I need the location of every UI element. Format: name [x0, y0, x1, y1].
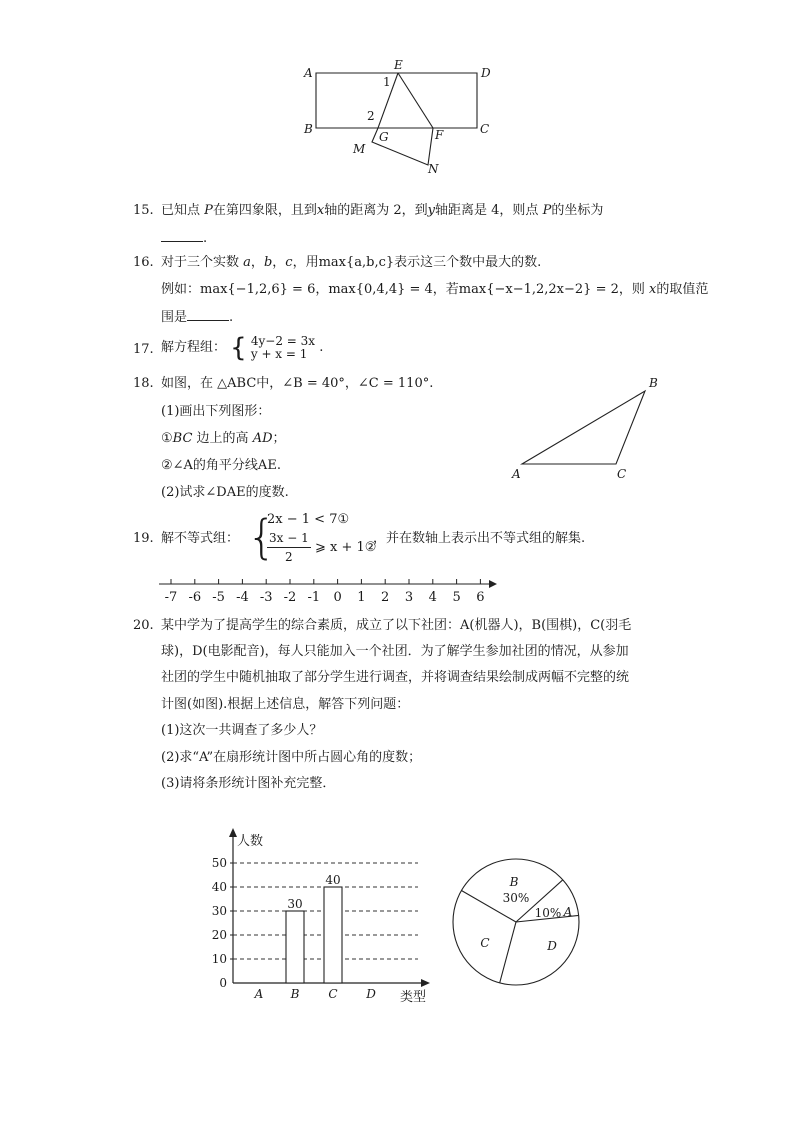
- q15-text-b: 在第四象限，且到: [212, 203, 317, 218]
- bar-category-label: D: [366, 987, 376, 1001]
- fold-rectangle-figure: [290, 55, 510, 180]
- number-line-tick-label: -4: [236, 590, 249, 604]
- q17-tail: .: [319, 340, 324, 355]
- q17-system: [251, 335, 315, 361]
- bar-data-label: 30: [287, 897, 303, 911]
- bar-y-label: 人数: [237, 834, 264, 849]
- q16-sep1: ，: [250, 255, 264, 270]
- q16-answer-blank[interactable]: [187, 308, 229, 321]
- angle-1: 1: [383, 75, 391, 89]
- pie-slice-percent-B: 30%: [502, 891, 530, 905]
- q18-line3: [161, 431, 286, 447]
- q15-text-e: 的坐标为: [551, 203, 604, 218]
- q15-text-d: 轴距离是 4，则点: [435, 203, 539, 218]
- pie-slice-name-C: C: [480, 936, 490, 950]
- q15-tail: .: [203, 231, 208, 246]
- q16-sep2: ，: [272, 255, 286, 270]
- bar-y-tick-label: 20: [211, 928, 227, 942]
- q17-line: [161, 334, 323, 364]
- q15-text-a: 已知点: [161, 203, 201, 218]
- q15-var-p2: P: [542, 203, 552, 218]
- q15-var-x: x: [316, 203, 325, 218]
- bar-y-tick-label: 40: [211, 880, 227, 894]
- q16-line2: [161, 282, 708, 298]
- q16-var-a: a: [243, 255, 251, 270]
- q19-frac-bar: [267, 547, 311, 548]
- label-E: E: [394, 58, 403, 72]
- bar-x-arrow: [421, 979, 430, 987]
- number-line-tick-label: -2: [283, 590, 297, 604]
- label-D: D: [481, 66, 491, 80]
- number-line-tick-label: -1: [307, 590, 321, 604]
- label-B: B: [304, 122, 313, 136]
- bar-y-tick-label: 0: [219, 976, 227, 990]
- q20-number: 20.: [133, 618, 154, 633]
- q16-text-b: ，用max{a,b,c}表示这三个数中最大的数.: [292, 255, 542, 270]
- q16-line3: [161, 308, 233, 326]
- q19-ineq1: 2x − 1 < 7①: [267, 512, 350, 527]
- bar-category-label: B: [290, 987, 300, 1001]
- q17-brace: {: [230, 333, 247, 363]
- q16-var-c: c: [285, 255, 293, 270]
- bar-C: [324, 887, 342, 983]
- bar-y-tick-label: 10: [211, 952, 227, 966]
- pie-slice-percent-A: 10%: [534, 906, 562, 920]
- q20-line3: 社团的学生中随机抽取了部分学生进行调查，并将调查结果绘制成两幅不完整的统: [161, 670, 630, 685]
- q20-line7: (3)请将条形统计图补充完整．: [161, 776, 336, 791]
- bar-B: [286, 911, 304, 983]
- q18-line3-bc: BC: [172, 431, 193, 446]
- q16-line3-a: 围是: [161, 310, 188, 325]
- q19-ineq2-den: 2: [285, 550, 293, 564]
- q18-line3-a: ①: [161, 431, 173, 446]
- q16-line3-tail: .: [229, 310, 234, 325]
- q17-number: 17.: [133, 342, 154, 357]
- bar-x-label: 类型: [400, 990, 427, 1005]
- q16-text-a: 对于三个实数: [161, 255, 240, 270]
- q16-line2-x: x: [649, 282, 657, 297]
- pie-slice-name-B: B: [509, 875, 519, 889]
- number-line-tick-label: 1: [357, 590, 366, 604]
- bar-category-label: A: [254, 987, 264, 1001]
- pie-slice-name-A: A: [563, 905, 573, 919]
- pie-slice-name-D: D: [547, 939, 557, 953]
- q19-ineq2-num: 3x − 1: [269, 531, 309, 545]
- triangle-abc: [522, 391, 645, 464]
- q15-line2: [161, 229, 207, 247]
- label-G: G: [379, 130, 389, 144]
- q16-line2-a: 例如：max{−1,2,6} = 6，max{0,4,4} = 4，若max{−x−1,2,2x−2} = 2，则: [161, 282, 645, 297]
- number-line-tick-label: -5: [212, 590, 225, 604]
- bar-chart: [205, 825, 440, 1010]
- angle-2: 2: [367, 109, 375, 123]
- q18-line3-e: ；: [272, 431, 286, 446]
- tri-label-B: B: [649, 376, 658, 390]
- q15-answer-blank[interactable]: [161, 229, 203, 242]
- number-line-tick-label: 4: [428, 590, 437, 604]
- number-line-arrow: [489, 580, 497, 588]
- q17-eq1: 4y−2 = 3x: [250, 334, 316, 348]
- q16-line2-b: 的取值范: [656, 282, 709, 297]
- bar-y-arrow: [229, 828, 237, 837]
- q19-ineq2-rest: ⩾ x + 1②: [315, 540, 377, 555]
- label-F: F: [435, 128, 444, 142]
- q18-line5: (2)试求∠DAE的度数.: [161, 485, 289, 500]
- q15-text-c: 轴的距离为 2，到: [324, 203, 428, 218]
- number-line-tick-label: -6: [188, 590, 202, 604]
- q19-text: 解不等式组：: [161, 531, 240, 546]
- q18-line2: (1)画出下列图形：: [161, 404, 271, 419]
- tri-label-A: A: [512, 467, 521, 481]
- bar-y-tick-label: 50: [211, 856, 227, 870]
- q18-line3-c: 边上的高: [196, 431, 249, 446]
- q15-number: 15.: [133, 203, 154, 218]
- q16-line1: [161, 255, 541, 271]
- number-line-tick-label: -3: [259, 590, 273, 604]
- q19-number: 19.: [133, 531, 154, 546]
- bar-data-label: 40: [325, 873, 341, 887]
- q18-number: 18.: [133, 376, 154, 391]
- label-N: N: [428, 162, 439, 176]
- number-line-tick-label: 0: [333, 590, 342, 604]
- q15-var-p: P: [204, 203, 213, 218]
- q20-line4: 计图(如图).根据上述信息，解答下列问题：: [161, 697, 410, 712]
- q18-line3-ad: AD: [252, 431, 273, 446]
- number-line-tick-label: 5: [452, 590, 461, 604]
- bar-y-tick-label: 30: [211, 904, 227, 918]
- label-C: C: [480, 122, 490, 136]
- bar-category-label: C: [328, 987, 338, 1001]
- q20-line6: (2)求“A”在扇形统计图中所占圆心角的度数；: [161, 750, 422, 765]
- q20-line1: 某中学为了提高学生的综合素质，成立了以下社团：A(机器人)，B(围棋)，C(羽毛: [161, 618, 632, 633]
- q20-line5: (1)这次一共调查了多少人？: [161, 723, 323, 738]
- label-A: A: [304, 66, 313, 80]
- q16-var-b: b: [263, 255, 273, 270]
- tri-label-C: C: [617, 467, 627, 481]
- q17-text: 解方程组：: [161, 340, 227, 355]
- label-M: M: [353, 142, 366, 156]
- number-line-tick-label: -7: [164, 590, 178, 604]
- number-line: [155, 574, 505, 604]
- q19-tail: ，并在数轴上表示出不等式组的解集.: [373, 531, 586, 546]
- q18-line4: ②∠A的角平分线AE.: [161, 458, 281, 473]
- q19-brace: {: [247, 510, 277, 564]
- q17-eq2: y + x = 1: [250, 347, 308, 361]
- fold-line-ef: [398, 73, 433, 128]
- number-line-tick-label: 2: [381, 590, 390, 604]
- q15-var-y: y: [427, 203, 436, 218]
- triangle-abc-figure: [505, 372, 675, 487]
- q20-line2: 球)，D(电影配音)，每人只能加入一个社团．为了解学生参加社团的情况，从参加: [161, 644, 629, 659]
- q15-line1: [161, 203, 603, 219]
- q18-line1: 如图，在 △ABC中，∠B = 40°，∠C = 110°.: [161, 376, 434, 391]
- number-line-tick-label: 6: [476, 590, 485, 604]
- pie-chart: [448, 850, 588, 995]
- number-line-tick-label: 3: [404, 590, 414, 604]
- q16-number: 16.: [133, 255, 154, 270]
